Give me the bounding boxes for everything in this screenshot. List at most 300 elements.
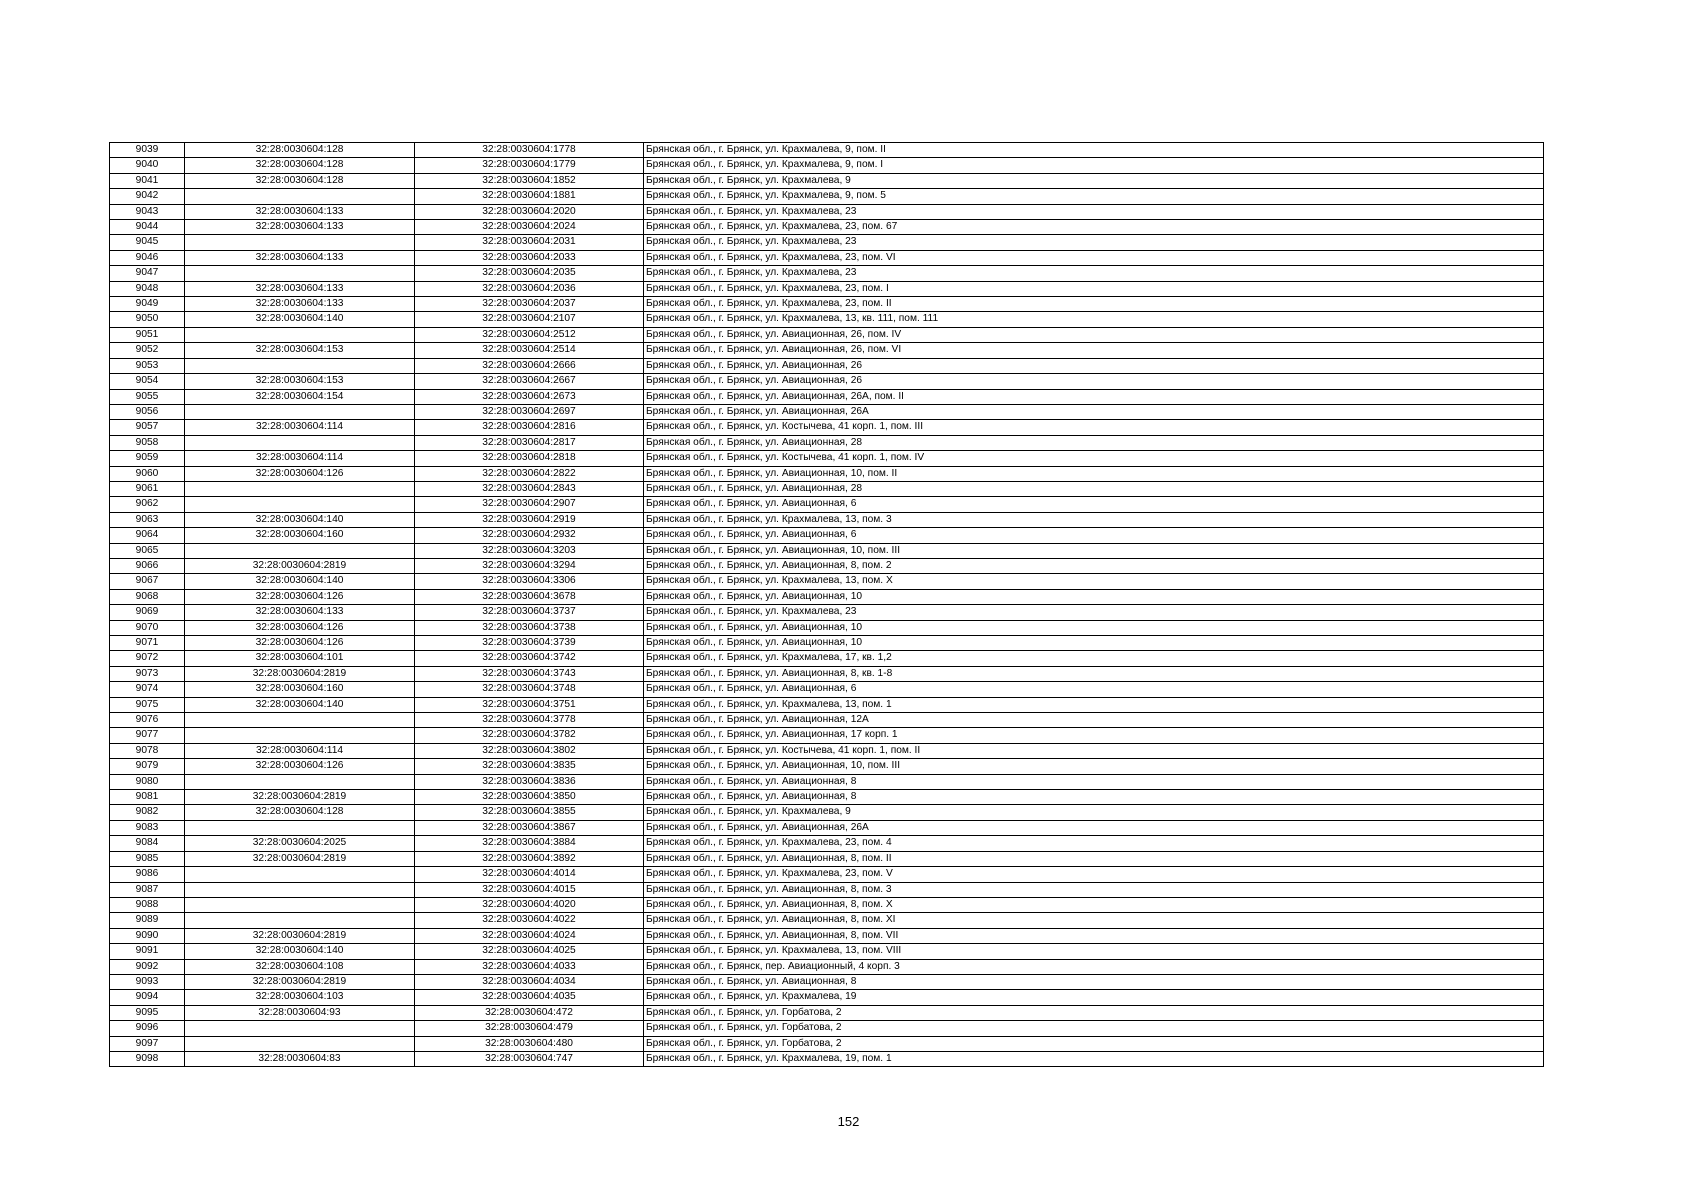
row-number-cell: 9051 (110, 327, 185, 342)
parent-cadastral-cell: 32:28:0030604:2819 (185, 790, 415, 805)
parent-cadastral-cell: 32:28:0030604:133 (185, 605, 415, 620)
row-number-cell: 9057 (110, 420, 185, 435)
cadastral-number-cell: 32:28:0030604:2107 (415, 312, 644, 327)
cadastral-number-cell: 32:28:0030604:3738 (415, 620, 644, 635)
row-number-cell: 9043 (110, 204, 185, 219)
address-cell: Брянская обл., г. Брянск, ул. Авиационная, 8 (644, 774, 1544, 789)
table-row (110, 404, 1544, 419)
table-row (110, 266, 1544, 281)
address-cell: Брянская обл., г. Брянск, ул. Крахмалева, 13, пом. VIII (644, 944, 1544, 959)
row-number-cell: 9090 (110, 928, 185, 943)
address-cell: Брянская обл., г. Брянск, ул. Авиационная, 10 (644, 589, 1544, 604)
cadastral-number-cell: 32:28:0030604:2031 (415, 235, 644, 250)
parent-cadastral-cell: 32:28:0030604:114 (185, 420, 415, 435)
row-number-cell: 9074 (110, 682, 185, 697)
cadastral-number-cell: 32:28:0030604:2822 (415, 466, 644, 481)
table-row (110, 820, 1544, 835)
address-cell: Брянская обл., г. Брянск, ул. Крахмалева, 9, пом. II (644, 143, 1544, 158)
parent-cadastral-cell (185, 1021, 415, 1036)
cadastral-number-cell: 32:28:0030604:1881 (415, 189, 644, 204)
address-cell: Брянская обл., г. Брянск, ул. Авиационная, 10, пом. II (644, 466, 1544, 481)
table-row (110, 481, 1544, 496)
address-cell: Брянская обл., г. Брянск, ул. Авиационная, 26, пом. IV (644, 327, 1544, 342)
parent-cadastral-cell (185, 913, 415, 928)
address-cell: Брянская обл., г. Брянск, ул. Авиационная, 8, пом. II (644, 851, 1544, 866)
address-cell: Брянская обл., г. Брянск, ул. Крахмалева, 23, пом. V (644, 867, 1544, 882)
parent-cadastral-cell: 32:28:0030604:133 (185, 297, 415, 312)
table-row (110, 420, 1544, 435)
parent-cadastral-cell (185, 867, 415, 882)
cadastral-number-cell: 32:28:0030604:3743 (415, 666, 644, 681)
parent-cadastral-cell: 32:28:0030604:2819 (185, 851, 415, 866)
table-row (110, 682, 1544, 697)
address-cell: Брянская обл., г. Брянск, ул. Крахмалева, 13, пом. 1 (644, 697, 1544, 712)
parent-cadastral-cell: 32:28:0030604:103 (185, 990, 415, 1005)
address-cell: Брянская обл., г. Брянск, ул. Крахмалева, 19 (644, 990, 1544, 1005)
parent-cadastral-cell: 32:28:0030604:2819 (185, 558, 415, 573)
parent-cadastral-cell (185, 481, 415, 496)
parent-cadastral-cell: 32:28:0030604:133 (185, 220, 415, 235)
address-cell: Брянская обл., г. Брянск, ул. Авиационная, 26А (644, 404, 1544, 419)
table-row (110, 512, 1544, 527)
row-number-cell: 9091 (110, 944, 185, 959)
address-cell: Брянская обл., г. Брянск, ул. Крахмалева, 23, пом. I (644, 281, 1544, 296)
table-row (110, 836, 1544, 851)
parent-cadastral-cell: 32:28:0030604:140 (185, 312, 415, 327)
parent-cadastral-cell (185, 713, 415, 728)
parent-cadastral-cell: 32:28:0030604:128 (185, 143, 415, 158)
parent-cadastral-cell: 32:28:0030604:153 (185, 374, 415, 389)
cadastral-number-cell: 32:28:0030604:472 (415, 1005, 644, 1020)
row-number-cell: 9098 (110, 1051, 185, 1066)
row-number-cell: 9045 (110, 235, 185, 250)
parent-cadastral-cell: 32:28:0030604:2819 (185, 928, 415, 943)
parent-cadastral-cell: 32:28:0030604:160 (185, 528, 415, 543)
parent-cadastral-cell: 32:28:0030604:126 (185, 636, 415, 651)
table-row (110, 759, 1544, 774)
table-row (110, 959, 1544, 974)
table-row (110, 374, 1544, 389)
cadastral-number-cell: 32:28:0030604:3203 (415, 543, 644, 558)
address-cell: Брянская обл., г. Брянск, ул. Авиационная, 28 (644, 481, 1544, 496)
cadastral-number-cell: 32:28:0030604:3782 (415, 728, 644, 743)
address-cell: Брянская обл., г. Брянск, ул. Крахмалева, 23, пом. II (644, 297, 1544, 312)
cadastral-number-cell: 32:28:0030604:2024 (415, 220, 644, 235)
table-row (110, 451, 1544, 466)
table-row (110, 528, 1544, 543)
parent-cadastral-cell (185, 266, 415, 281)
cadastral-number-cell: 32:28:0030604:2818 (415, 451, 644, 466)
parent-cadastral-cell: 32:28:0030604:126 (185, 466, 415, 481)
address-cell: Брянская обл., г. Брянск, ул. Авиационная, 8, пом. X (644, 897, 1544, 912)
table-row (110, 143, 1544, 158)
parent-cadastral-cell (185, 435, 415, 450)
row-number-cell: 9079 (110, 759, 185, 774)
address-cell: Брянская обл., г. Брянск, ул. Авиационная, 10 (644, 636, 1544, 651)
address-cell: Брянская обл., г. Брянск, ул. Авиационная, 17 корп. 1 (644, 728, 1544, 743)
row-number-cell: 9085 (110, 851, 185, 866)
row-number-cell: 9044 (110, 220, 185, 235)
address-cell: Брянская обл., г. Брянск, ул. Авиационная, 26А, пом. II (644, 389, 1544, 404)
address-cell: Брянская обл., г. Брянск, ул. Крахмалева, 13, кв. 111, пом. 111 (644, 312, 1544, 327)
cadastral-number-cell: 32:28:0030604:3867 (415, 820, 644, 835)
parent-cadastral-cell (185, 404, 415, 419)
table-row (110, 312, 1544, 327)
row-number-cell: 9084 (110, 836, 185, 851)
address-cell: Брянская обл., г. Брянск, ул. Авиационная, 12А (644, 713, 1544, 728)
table-row (110, 774, 1544, 789)
cadastral-number-cell: 32:28:0030604:2843 (415, 481, 644, 496)
row-number-cell: 9087 (110, 882, 185, 897)
table-row (110, 297, 1544, 312)
address-cell: Брянская обл., г. Брянск, ул. Авиационная, 6 (644, 497, 1544, 512)
cadastral-number-cell: 32:28:0030604:1852 (415, 173, 644, 188)
parent-cadastral-cell: 32:28:0030604:140 (185, 697, 415, 712)
cadastral-number-cell: 32:28:0030604:3294 (415, 558, 644, 573)
cadastral-number-cell: 32:28:0030604:2697 (415, 404, 644, 419)
row-number-cell: 9050 (110, 312, 185, 327)
table-row (110, 651, 1544, 666)
table-row (110, 435, 1544, 450)
table-row (110, 851, 1544, 866)
address-cell: Брянская обл., г. Брянск, ул. Авиационная, 26А (644, 820, 1544, 835)
cadastral-number-cell: 32:28:0030604:479 (415, 1021, 644, 1036)
parent-cadastral-cell: 32:28:0030604:83 (185, 1051, 415, 1066)
row-number-cell: 9076 (110, 713, 185, 728)
table-row (110, 189, 1544, 204)
cadastral-number-cell: 32:28:0030604:4033 (415, 959, 644, 974)
cadastral-number-cell: 32:28:0030604:2666 (415, 358, 644, 373)
row-number-cell: 9039 (110, 143, 185, 158)
table-row (110, 589, 1544, 604)
row-number-cell: 9063 (110, 512, 185, 527)
address-cell: Брянская обл., г. Брянск, ул. Авиационная, 10, пом. III (644, 543, 1544, 558)
address-cell: Брянская обл., г. Брянск, ул. Крахмалева, 23 (644, 204, 1544, 219)
table-row (110, 466, 1544, 481)
cadastral-number-cell: 32:28:0030604:3306 (415, 574, 644, 589)
address-cell: Брянская обл., г. Брянск, ул. Крахмалева, 17, кв. 1,2 (644, 651, 1544, 666)
row-number-cell: 9069 (110, 605, 185, 620)
address-cell: Брянская обл., г. Брянск, ул. Авиационная, 8 (644, 974, 1544, 989)
cadastral-number-cell: 32:28:0030604:2817 (415, 435, 644, 450)
registry-table (109, 142, 1544, 1067)
table-row (110, 666, 1544, 681)
cadastral-number-cell: 32:28:0030604:2512 (415, 327, 644, 342)
address-cell: Брянская обл., г. Брянск, ул. Горбатова, 2 (644, 1021, 1544, 1036)
parent-cadastral-cell: 32:28:0030604:126 (185, 589, 415, 604)
parent-cadastral-cell: 32:28:0030604:140 (185, 512, 415, 527)
table-row (110, 250, 1544, 265)
parent-cadastral-cell: 32:28:0030604:93 (185, 1005, 415, 1020)
row-number-cell: 9054 (110, 374, 185, 389)
table-row (110, 204, 1544, 219)
address-cell: Брянская обл., г. Брянск, ул. Авиационная, 8, пом. 2 (644, 558, 1544, 573)
cadastral-number-cell: 32:28:0030604:4014 (415, 867, 644, 882)
row-number-cell: 9096 (110, 1021, 185, 1036)
parent-cadastral-cell (185, 543, 415, 558)
row-number-cell: 9061 (110, 481, 185, 496)
cadastral-number-cell: 32:28:0030604:4025 (415, 944, 644, 959)
address-cell: Брянская обл., г. Брянск, ул. Крахмалева, 13, пом. 3 (644, 512, 1544, 527)
address-cell: Брянская обл., г. Брянск, ул. Крахмалева, 9, пом. I (644, 158, 1544, 173)
cadastral-number-cell: 32:28:0030604:3778 (415, 713, 644, 728)
cadastral-number-cell: 32:28:0030604:2919 (415, 512, 644, 527)
address-cell: Брянская обл., г. Брянск, ул. Крахмалева, 9, пом. 5 (644, 189, 1544, 204)
address-cell: Брянская обл., г. Брянск, ул. Авиационная, 6 (644, 528, 1544, 543)
cadastral-number-cell: 32:28:0030604:4035 (415, 990, 644, 1005)
table-row (110, 636, 1544, 651)
cadastral-number-cell: 32:28:0030604:2035 (415, 266, 644, 281)
row-number-cell: 9059 (110, 451, 185, 466)
address-cell: Брянская обл., г. Брянск, ул. Авиационная, 28 (644, 435, 1544, 450)
table-row (110, 574, 1544, 589)
row-number-cell: 9081 (110, 790, 185, 805)
row-number-cell: 9089 (110, 913, 185, 928)
parent-cadastral-cell (185, 189, 415, 204)
row-number-cell: 9068 (110, 589, 185, 604)
parent-cadastral-cell: 32:28:0030604:126 (185, 620, 415, 635)
parent-cadastral-cell (185, 897, 415, 912)
row-number-cell: 9071 (110, 636, 185, 651)
row-number-cell: 9041 (110, 173, 185, 188)
parent-cadastral-cell: 32:28:0030604:2819 (185, 666, 415, 681)
table-row (110, 1051, 1544, 1066)
row-number-cell: 9055 (110, 389, 185, 404)
row-number-cell: 9062 (110, 497, 185, 512)
row-number-cell: 9056 (110, 404, 185, 419)
cadastral-number-cell: 32:28:0030604:3802 (415, 743, 644, 758)
table-row (110, 1021, 1544, 1036)
parent-cadastral-cell: 32:28:0030604:128 (185, 158, 415, 173)
row-number-cell: 9065 (110, 543, 185, 558)
table-row (110, 882, 1544, 897)
address-cell: Брянская обл., г. Брянск, ул. Авиационная, 10, пом. III (644, 759, 1544, 774)
parent-cadastral-cell: 32:28:0030604:126 (185, 759, 415, 774)
row-number-cell: 9040 (110, 158, 185, 173)
address-cell: Брянская обл., г. Брянск, ул. Крахмалева, 13, пом. X (644, 574, 1544, 589)
parent-cadastral-cell: 32:28:0030604:160 (185, 682, 415, 697)
address-cell: Брянская обл., г. Брянск, ул. Крахмалева, 23 (644, 266, 1544, 281)
cadastral-number-cell: 32:28:0030604:1779 (415, 158, 644, 173)
table-row (110, 990, 1544, 1005)
row-number-cell: 9078 (110, 743, 185, 758)
table-row (110, 327, 1544, 342)
registry-table-body (110, 143, 1544, 1067)
cadastral-number-cell: 32:28:0030604:4024 (415, 928, 644, 943)
table-row (110, 281, 1544, 296)
cadastral-number-cell: 32:28:0030604:2036 (415, 281, 644, 296)
parent-cadastral-cell: 32:28:0030604:133 (185, 204, 415, 219)
parent-cadastral-cell: 32:28:0030604:101 (185, 651, 415, 666)
row-number-cell: 9052 (110, 343, 185, 358)
parent-cadastral-cell (185, 820, 415, 835)
address-cell: Брянская обл., г. Брянск, пер. Авиационный, 4 корп. 3 (644, 959, 1544, 974)
row-number-cell: 9075 (110, 697, 185, 712)
address-cell: Брянская обл., г. Брянск, ул. Авиационная, 10 (644, 620, 1544, 635)
cadastral-number-cell: 32:28:0030604:4022 (415, 913, 644, 928)
address-cell: Брянская обл., г. Брянск, ул. Авиационная, 8, пом. 3 (644, 882, 1544, 897)
cadastral-number-cell: 32:28:0030604:3742 (415, 651, 644, 666)
address-cell: Брянская обл., г. Брянск, ул. Авиационная, 8, кв. 1-8 (644, 666, 1544, 681)
row-number-cell: 9080 (110, 774, 185, 789)
parent-cadastral-cell (185, 358, 415, 373)
address-cell: Брянская обл., г. Брянск, ул. Крахмалева, 23 (644, 605, 1544, 620)
cadastral-number-cell: 32:28:0030604:3836 (415, 774, 644, 789)
address-cell: Брянская обл., г. Брянск, ул. Костычева, 41 корп. 1, пом. IV (644, 451, 1544, 466)
cadastral-number-cell: 32:28:0030604:2907 (415, 497, 644, 512)
parent-cadastral-cell: 32:28:0030604:140 (185, 944, 415, 959)
cadastral-number-cell: 32:28:0030604:480 (415, 1036, 644, 1051)
address-cell: Брянская обл., г. Брянск, ул. Крахмалева, 9 (644, 805, 1544, 820)
table-row (110, 728, 1544, 743)
table-row (110, 158, 1544, 173)
cadastral-number-cell: 32:28:0030604:3748 (415, 682, 644, 697)
table-row (110, 743, 1544, 758)
row-number-cell: 9049 (110, 297, 185, 312)
address-cell: Брянская обл., г. Брянск, ул. Авиационная, 8 (644, 790, 1544, 805)
table-row (110, 790, 1544, 805)
row-number-cell: 9095 (110, 1005, 185, 1020)
row-number-cell: 9042 (110, 189, 185, 204)
parent-cadastral-cell: 32:28:0030604:2819 (185, 974, 415, 989)
parent-cadastral-cell: 32:28:0030604:154 (185, 389, 415, 404)
parent-cadastral-cell: 32:28:0030604:114 (185, 451, 415, 466)
row-number-cell: 9094 (110, 990, 185, 1005)
table-row (110, 558, 1544, 573)
row-number-cell: 9088 (110, 897, 185, 912)
table-row (110, 944, 1544, 959)
table-row (110, 220, 1544, 235)
table-row (110, 1036, 1544, 1051)
parent-cadastral-cell: 32:28:0030604:114 (185, 743, 415, 758)
table-row (110, 543, 1544, 558)
row-number-cell: 9060 (110, 466, 185, 481)
parent-cadastral-cell: 32:28:0030604:153 (185, 343, 415, 358)
table-row (110, 713, 1544, 728)
cadastral-number-cell: 32:28:0030604:2514 (415, 343, 644, 358)
parent-cadastral-cell (185, 235, 415, 250)
table-row (110, 343, 1544, 358)
address-cell: Брянская обл., г. Брянск, ул. Крахмалева, 19, пом. 1 (644, 1051, 1544, 1066)
cadastral-number-cell: 32:28:0030604:4034 (415, 974, 644, 989)
row-number-cell: 9046 (110, 250, 185, 265)
cadastral-number-cell: 32:28:0030604:1778 (415, 143, 644, 158)
row-number-cell: 9086 (110, 867, 185, 882)
address-cell: Брянская обл., г. Брянск, ул. Авиационная, 26 (644, 374, 1544, 389)
table-row (110, 913, 1544, 928)
cadastral-number-cell: 32:28:0030604:3884 (415, 836, 644, 851)
page-number: 152 (837, 1114, 860, 1129)
row-number-cell: 9066 (110, 558, 185, 573)
address-cell: Брянская обл., г. Брянск, ул. Горбатова, 2 (644, 1005, 1544, 1020)
table-row (110, 358, 1544, 373)
row-number-cell: 9058 (110, 435, 185, 450)
row-number-cell: 9092 (110, 959, 185, 974)
cadastral-number-cell: 32:28:0030604:3892 (415, 851, 644, 866)
address-cell: Брянская обл., г. Брянск, ул. Крахмалева, 23 (644, 235, 1544, 250)
table-row (110, 235, 1544, 250)
table-row (110, 389, 1544, 404)
cadastral-number-cell: 32:28:0030604:2020 (415, 204, 644, 219)
address-cell: Брянская обл., г. Брянск, ул. Крахмалева, 23, пом. VI (644, 250, 1544, 265)
parent-cadastral-cell: 32:28:0030604:2025 (185, 836, 415, 851)
row-number-cell: 9053 (110, 358, 185, 373)
cadastral-number-cell: 32:28:0030604:2932 (415, 528, 644, 543)
cadastral-number-cell: 32:28:0030604:3855 (415, 805, 644, 820)
parent-cadastral-cell: 32:28:0030604:108 (185, 959, 415, 974)
cadastral-number-cell: 32:28:0030604:2673 (415, 389, 644, 404)
row-number-cell: 9070 (110, 620, 185, 635)
row-number-cell: 9067 (110, 574, 185, 589)
parent-cadastral-cell (185, 327, 415, 342)
parent-cadastral-cell: 32:28:0030604:128 (185, 173, 415, 188)
row-number-cell: 9093 (110, 974, 185, 989)
parent-cadastral-cell: 32:28:0030604:140 (185, 574, 415, 589)
address-cell: Брянская обл., г. Брянск, ул. Крахмалева, 23, пом. 67 (644, 220, 1544, 235)
address-cell: Брянская обл., г. Брянск, ул. Горбатова, 2 (644, 1036, 1544, 1051)
table-row (110, 867, 1544, 882)
table-row (110, 697, 1544, 712)
cadastral-number-cell: 32:28:0030604:4015 (415, 882, 644, 897)
cadastral-number-cell: 32:28:0030604:2816 (415, 420, 644, 435)
address-cell: Брянская обл., г. Брянск, ул. Костычева, 41 корп. 1, пом. II (644, 743, 1544, 758)
address-cell: Брянская обл., г. Брянск, ул. Авиационная, 8, пом. XI (644, 913, 1544, 928)
address-cell: Брянская обл., г. Брянск, ул. Костычева, 41 корп. 1, пом. III (644, 420, 1544, 435)
cadastral-number-cell: 32:28:0030604:3835 (415, 759, 644, 774)
table-row (110, 805, 1544, 820)
table-row (110, 1005, 1544, 1020)
parent-cadastral-cell: 32:28:0030604:133 (185, 250, 415, 265)
cadastral-number-cell: 32:28:0030604:3737 (415, 605, 644, 620)
parent-cadastral-cell (185, 1036, 415, 1051)
cadastral-number-cell: 32:28:0030604:3678 (415, 589, 644, 604)
row-number-cell: 9077 (110, 728, 185, 743)
address-cell: Брянская обл., г. Брянск, ул. Авиационная, 6 (644, 682, 1544, 697)
table-row (110, 605, 1544, 620)
address-cell: Брянская обл., г. Брянск, ул. Авиационная, 26, пом. VI (644, 343, 1544, 358)
row-number-cell: 9064 (110, 528, 185, 543)
cadastral-number-cell: 32:28:0030604:2033 (415, 250, 644, 265)
cadastral-number-cell: 32:28:0030604:3739 (415, 636, 644, 651)
row-number-cell: 9048 (110, 281, 185, 296)
parent-cadastral-cell (185, 728, 415, 743)
table-row (110, 173, 1544, 188)
cadastral-number-cell: 32:28:0030604:747 (415, 1051, 644, 1066)
row-number-cell: 9073 (110, 666, 185, 681)
table-row (110, 897, 1544, 912)
address-cell: Брянская обл., г. Брянск, ул. Крахмалева, 23, пом. 4 (644, 836, 1544, 851)
cadastral-number-cell: 32:28:0030604:2667 (415, 374, 644, 389)
cadastral-number-cell: 32:28:0030604:4020 (415, 897, 644, 912)
row-number-cell: 9072 (110, 651, 185, 666)
table-row (110, 928, 1544, 943)
table-row (110, 974, 1544, 989)
parent-cadastral-cell: 32:28:0030604:133 (185, 281, 415, 296)
parent-cadastral-cell: 32:28:0030604:128 (185, 805, 415, 820)
address-cell: Брянская обл., г. Брянск, ул. Авиационная, 8, пом. VII (644, 928, 1544, 943)
parent-cadastral-cell (185, 882, 415, 897)
table-row (110, 620, 1544, 635)
row-number-cell: 9082 (110, 805, 185, 820)
cadastral-number-cell: 32:28:0030604:3751 (415, 697, 644, 712)
row-number-cell: 9047 (110, 266, 185, 281)
parent-cadastral-cell (185, 774, 415, 789)
address-cell: Брянская обл., г. Брянск, ул. Авиационная, 26 (644, 358, 1544, 373)
row-number-cell: 9083 (110, 820, 185, 835)
row-number-cell: 9097 (110, 1036, 185, 1051)
cadastral-number-cell: 32:28:0030604:2037 (415, 297, 644, 312)
cadastral-number-cell: 32:28:0030604:3850 (415, 790, 644, 805)
